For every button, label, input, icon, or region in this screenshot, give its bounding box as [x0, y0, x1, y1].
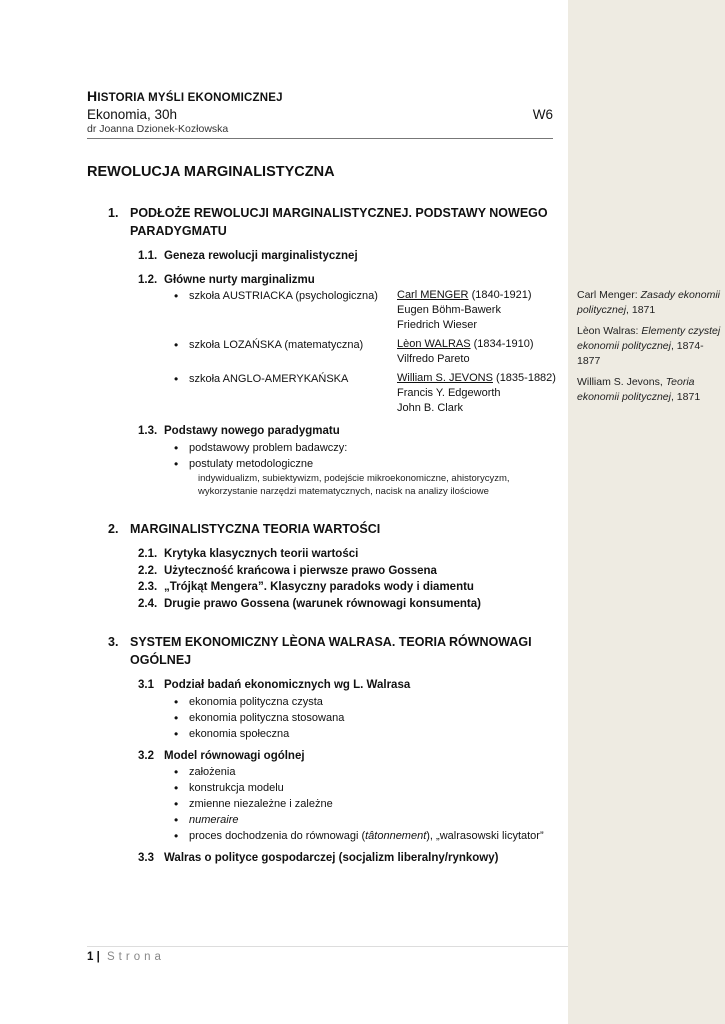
- header-divider: [87, 138, 553, 139]
- subsection-2-4: 2.4. Drugie prawo Gossena (warunek równowagi konsumenta): [138, 597, 481, 610]
- research-division-list: [173, 694, 558, 742]
- side-note-menger: Carl Menger: Zasady ekonomii politycznej, 1871: [577, 289, 720, 316]
- list-item: • podstawowy problem badawczy:: [173, 440, 558, 456]
- section-heading: 2. MARGINALISTYCZNA TEORIA WARTOŚCI: [108, 522, 381, 536]
- section-3: [108, 633, 558, 867]
- course-row: [87, 106, 553, 123]
- section-heading: 3. SYSTEM EKONOMICZNY LÈONA WALRASA. TEORIA RÓWNOWAGI OGÓLNEJ: [108, 635, 532, 667]
- lecture-code: W6: [532, 107, 553, 122]
- page-number: 1: [87, 951, 94, 963]
- page-header: [87, 88, 553, 139]
- list-item: • ekonomia społeczna: [173, 726, 558, 742]
- subsection-1-1: 1.1. Geneza rewolucji marginalistycznej: [138, 250, 358, 262]
- list-item: • szkoła AUSTRIACKA (psychologiczna) Carl MENGER (1840-1921) Eugen Böhm-Bawerk Friedrich Wieser: [173, 288, 558, 333]
- schools-list: [173, 288, 558, 416]
- footer-divider: [87, 946, 568, 947]
- list-item: • ekonomia polityczna czysta: [173, 694, 558, 710]
- sidebar-panel: [568, 0, 725, 1024]
- list-item: • konstrukcja modelu: [173, 780, 558, 796]
- subsection-2-3: 2.3. „Trójkąt Mengera”. Klasyczny paradoks wody i diamentu: [138, 581, 474, 593]
- section-1: [108, 204, 558, 498]
- list-item: • ekonomia polityczna stosowana: [173, 710, 558, 726]
- subsection-3-1: 3.1 Podział badań ekonomicznych wg L. Walrasa: [138, 679, 411, 691]
- side-notes: [577, 288, 722, 411]
- list-item: • numeraire: [173, 812, 558, 828]
- list-item: • zmienne niezależne i zależne: [173, 796, 558, 812]
- school-members: Lèon WALRAS (1834-1910) Vilfredo Pareto: [397, 338, 534, 365]
- document-title: REWOLUCJA MARGINALISTYCZNA: [87, 164, 335, 180]
- list-item: • szkoła ANGLO-AMERYKAŃSKA William S. JEVONS (1835-1882) Francis Y. Edgeworth John B. Clark: [173, 371, 558, 416]
- side-note-jevons: William S. Jevons, Teoria ekonomii politycznej, 1871: [577, 376, 701, 403]
- subsection-3-3: 3.3 Walras o polityce gospodarczej (socjalizm liberalny/rynkowy): [138, 852, 499, 864]
- subsection-1-2: 1.2. Główne nurty marginalizmu: [138, 273, 315, 286]
- list-item: • szkoła LOZAŃSKA (matematyczna) Lèon WALRAS (1834-1910) Vilfredo Pareto: [173, 337, 558, 367]
- methodology-detail: indywidualizm, subiektywizm, podejście mikroekonomiczne, ahistorycyzm, wykorzystanie narzędzi matematycznych, nacisk na analizy ilościowe: [198, 472, 510, 497]
- school-members: Carl MENGER (1840-1921) Eugen Böhm-Bawerk Friedrich Wieser: [397, 289, 532, 331]
- list-item: • proces dochodzenia do równowagi (tâtonnement), „walrasowski licytator”: [173, 828, 558, 844]
- course-title: HISTORIA MYŚLI EKONOMICZNEJ: [87, 88, 283, 104]
- course-info: Ekonomia, 30h: [87, 107, 178, 122]
- subsection-2-1: 2.1. Krytyka klasycznych teorii wartości: [138, 548, 359, 560]
- section-heading: 1. PODŁOŻE REWOLUCJI MARGINALISTYCZNEJ. PODSTAWY NOWEGO PARADYGMATU: [108, 206, 548, 238]
- paradigm-list: [173, 440, 558, 472]
- subsection-2-2: 2.2. Użyteczność krańcowa i pierwsze prawo Gossena: [138, 564, 437, 577]
- subsection-3-2: 3.2 Model równowagi ogólnej: [138, 749, 305, 762]
- section-2: [108, 520, 558, 612]
- side-note-walras: Lèon Walras: Elementy czystej ekonomii politycznej, 1874-1877: [577, 325, 721, 367]
- page-footer: 1 | Strona: [87, 951, 165, 963]
- list-item: • założenia: [173, 764, 558, 780]
- list-item: • postulaty metodologiczne: [173, 456, 558, 472]
- equilibrium-model-list: [173, 764, 558, 844]
- school-members: William S. JEVONS (1835-1882) Francis Y. Edgeworth John B. Clark: [397, 372, 556, 414]
- page-word: Strona: [107, 951, 165, 963]
- subsection-1-3: 1.3. Podstawy nowego paradygmatu: [138, 425, 340, 437]
- author: dr Joanna Dzionek-Kozłowska: [87, 123, 229, 135]
